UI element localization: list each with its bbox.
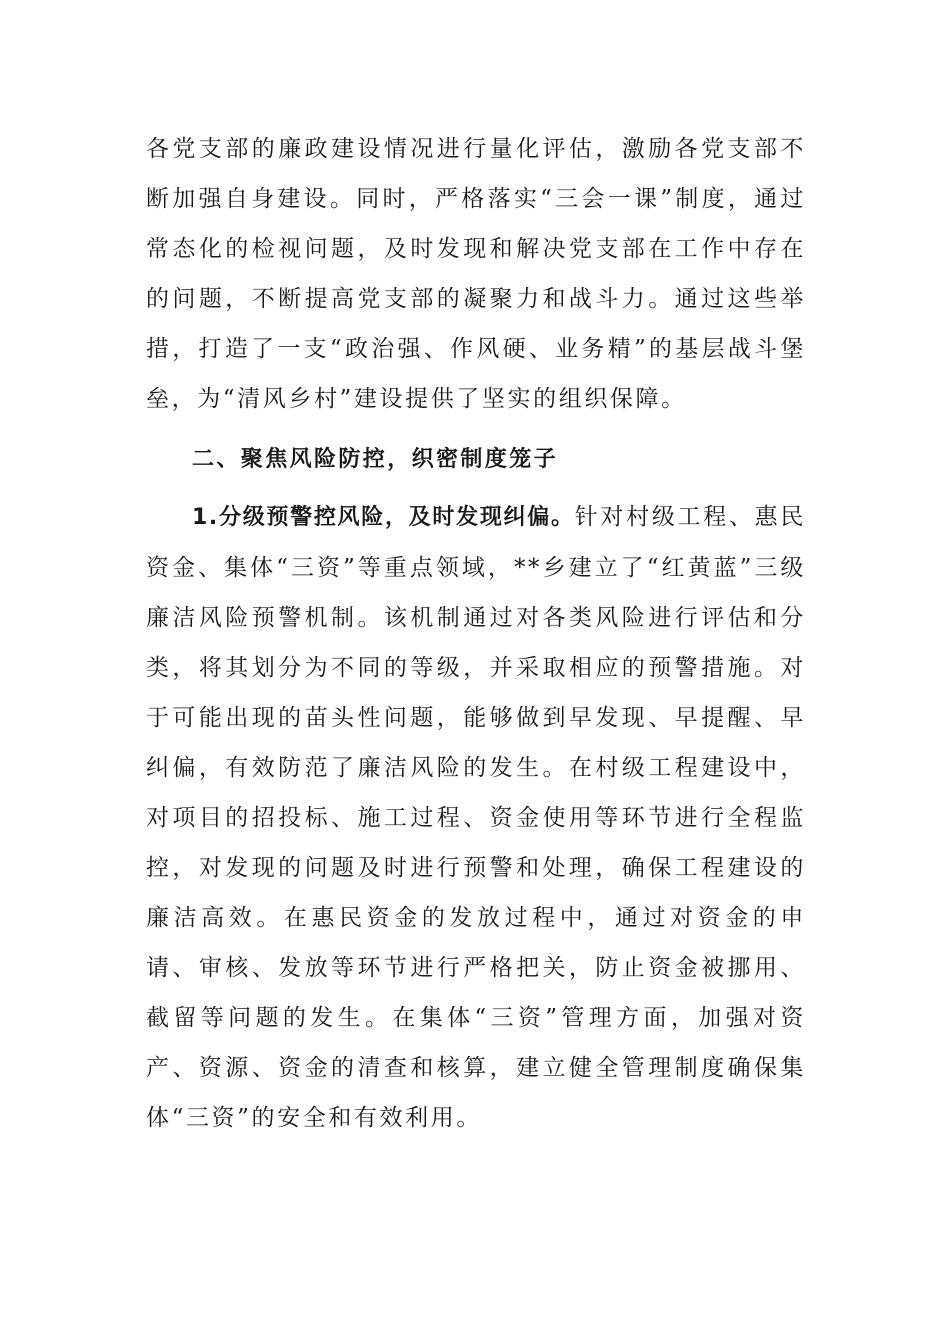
subsection-paragraph xyxy=(146,492,806,1143)
subsection-body: 针对村级工程、惠民资金、集体“三资”等重点领域，**乡建立了“红黄蓝”三级廉洁风险预警机制。该机制通过对各类风险进行评估和分类，将其划分为不同的等级，并采取相应的预警措施。对于可能出现的苗头性问题，能够做到早发现、早提醒、早纠偏，有效防范了廉洁风险的发生。在村级工程建设中，对项目的招投标、施工过程、资金使用等环节进行全程监控，对发现的问题及时进行预警和处理，确保工程建设的廉洁高效。在惠民资金的发放过程中，通过对资金的申请、审核、发放等环节进行严格把关，防止资金被挪用、截留等问题的发生。在集体“三资”管理方面，加强对资产、资源、资金的清查和核算，建立健全管理制度确保集体“三资”的安全和有效利用。 xyxy=(146,504,806,1131)
paragraph-continued: 各党支部的廉政建设情况进行量化评估，激励各党支部不断加强自身建设。同时，严格落实“三会一课”制度，通过常态化的检视问题，及时发现和解决党支部在工作中存在的问题，不断提高党支部的凝聚力和战斗力。通过这些举措，打造了一支“政治强、作风硬、业务精”的基层战斗堡垒，为“清风乡村”建设提供了坚实的组织保障。 xyxy=(146,136,806,412)
subsection-lead: 1.分级预警控风险，及时发现纠偏。 xyxy=(192,505,575,530)
document-body xyxy=(146,124,806,1143)
section-heading: 二、聚焦风险防控，织密制度笼子 xyxy=(192,447,559,472)
